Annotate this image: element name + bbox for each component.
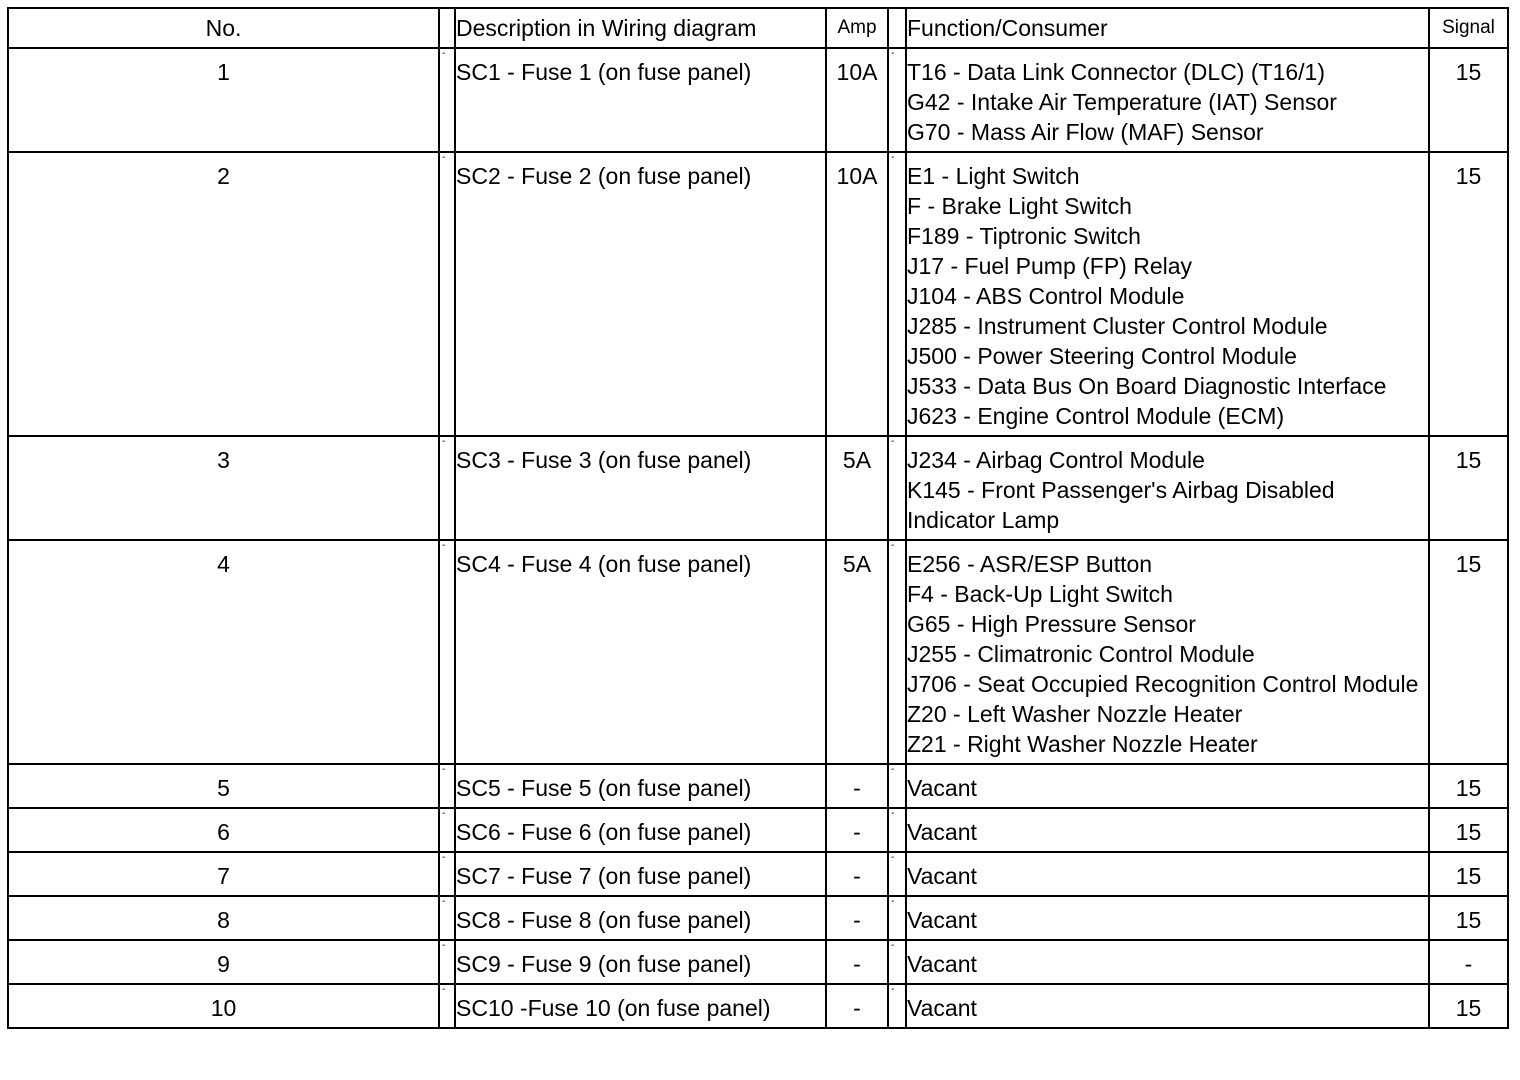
- fuse-amperage: [826, 984, 888, 1028]
- fuse-description: [455, 540, 826, 764]
- consumer-item: Vacant: [907, 819, 977, 845]
- consumer-item: J285 - Instrument Cluster Control Module: [907, 313, 1328, 339]
- fuse-number: [8, 852, 439, 896]
- row-spacer-mark: -: [888, 48, 906, 152]
- fuse-signal-text: 15: [1455, 995, 1482, 1021]
- table-row: [8, 540, 1508, 764]
- table-body: [8, 48, 1508, 1028]
- fuse-amperage: [826, 48, 888, 152]
- fuse-number: [8, 540, 439, 764]
- fuse-table: [7, 7, 1509, 1029]
- consumer-item: Z20 - Left Washer Nozzle Heater: [907, 701, 1243, 727]
- fuse-amperage-text: 10A: [836, 59, 878, 85]
- consumer-item: Vacant: [907, 863, 977, 889]
- row-spacer-mark: -: [888, 764, 906, 808]
- fuse-description-text: SC7 - Fuse 7 (on fuse panel): [456, 863, 752, 889]
- fuse-number: [8, 436, 439, 540]
- table-row: [8, 48, 1508, 152]
- fuse-amperage-text: 10A: [836, 163, 878, 189]
- header-signal: Signal: [1429, 8, 1508, 48]
- fuse-number-text: 8: [217, 907, 230, 933]
- fuse-number-text: 6: [217, 819, 230, 845]
- fuse-amperage-text: -: [853, 819, 861, 845]
- fuse-number-text: 4: [217, 551, 230, 577]
- fuse-consumers: [906, 852, 1429, 896]
- fuse-signal: [1429, 896, 1508, 940]
- fuse-number: [8, 152, 439, 436]
- fuse-consumers: [906, 808, 1429, 852]
- fuse-number-text: 5: [217, 775, 230, 801]
- fuse-signal-text: 15: [1455, 163, 1482, 189]
- fuse-amperage-text: -: [853, 907, 861, 933]
- fuse-description-text: SC10 -Fuse 10 (on fuse panel): [456, 995, 771, 1021]
- row-spacer-mark: -: [439, 436, 455, 540]
- row-spacer-mark: -: [439, 896, 455, 940]
- fuse-signal-text: 15: [1455, 775, 1482, 801]
- row-spacer-mark: -: [888, 540, 906, 764]
- row-spacer-mark: -: [888, 852, 906, 896]
- fuse-number: [8, 764, 439, 808]
- fuse-number-text: 1: [217, 59, 230, 85]
- fuse-consumers: [906, 152, 1429, 436]
- fuse-description: [455, 436, 826, 540]
- fuse-description-text: SC8 - Fuse 8 (on fuse panel): [456, 907, 752, 933]
- fuse-signal-text: 15: [1455, 863, 1482, 889]
- fuse-consumers: [906, 896, 1429, 940]
- fuse-amperage: [826, 896, 888, 940]
- row-spacer-mark: -: [888, 808, 906, 852]
- fuse-signal: [1429, 852, 1508, 896]
- consumer-item: T16 - Data Link Connector (DLC) (T16/1): [907, 59, 1325, 85]
- header-amp: Amp: [826, 8, 888, 48]
- header-row: [8, 8, 1508, 48]
- consumer-item: J623 - Engine Control Module (ECM): [907, 403, 1285, 429]
- fuse-description-text: SC3 - Fuse 3 (on fuse panel): [456, 447, 752, 473]
- fuse-amperage: [826, 540, 888, 764]
- table-row: [8, 896, 1508, 940]
- row-spacer-mark: -: [888, 152, 906, 436]
- header-description: Description in Wiring diagram: [455, 8, 826, 48]
- consumer-item: Vacant: [907, 995, 977, 1021]
- fuse-number: [8, 940, 439, 984]
- fuse-description: [455, 940, 826, 984]
- consumer-item: J500 - Power Steering Control Module: [907, 343, 1297, 369]
- table-row: [8, 152, 1508, 436]
- consumer-item: F4 - Back-Up Light Switch: [907, 581, 1173, 607]
- fuse-consumers: [906, 48, 1429, 152]
- fuse-amperage-text: -: [853, 775, 861, 801]
- fuse-signal: [1429, 152, 1508, 436]
- fuse-amperage: [826, 152, 888, 436]
- fuse-amperage-text: -: [853, 863, 861, 889]
- fuse-number: [8, 896, 439, 940]
- fuse-description-text: SC4 - Fuse 4 (on fuse panel): [456, 551, 752, 577]
- consumer-item: G65 - High Pressure Sensor: [907, 611, 1196, 637]
- row-spacer-mark: -: [439, 764, 455, 808]
- header-no: No.: [8, 8, 439, 48]
- fuse-description-text: SC2 - Fuse 2 (on fuse panel): [456, 163, 752, 189]
- table-row: [8, 984, 1508, 1028]
- row-spacer-mark: -: [888, 436, 906, 540]
- fuse-consumers: [906, 436, 1429, 540]
- fuse-number-text: 2: [217, 163, 230, 189]
- fuse-description: [455, 852, 826, 896]
- fuse-signal: [1429, 764, 1508, 808]
- row-spacer-mark: -: [439, 808, 455, 852]
- consumer-item: J255 - Climatronic Control Module: [907, 641, 1255, 667]
- fuse-amperage-text: -: [853, 995, 861, 1021]
- fuse-signal-text: 15: [1455, 447, 1482, 473]
- fuse-consumers: [906, 940, 1429, 984]
- fuse-amperage-text: 5A: [842, 551, 872, 577]
- consumer-item: Vacant: [907, 907, 977, 933]
- fuse-amperage-text: -: [853, 951, 861, 977]
- consumer-item: Vacant: [907, 775, 977, 801]
- row-spacer-mark: -: [439, 940, 455, 984]
- consumer-item: Z21 - Right Washer Nozzle Heater: [907, 731, 1258, 757]
- fuse-signal-text: 15: [1455, 819, 1482, 845]
- consumer-item: E256 - ASR/ESP Button: [907, 551, 1153, 577]
- table-row: [8, 764, 1508, 808]
- fuse-description-text: SC6 - Fuse 6 (on fuse panel): [456, 819, 752, 845]
- fuse-number-text: 7: [217, 863, 230, 889]
- fuse-amperage: [826, 940, 888, 984]
- header-function: Function/Consumer: [906, 8, 1429, 48]
- table-row: [8, 940, 1508, 984]
- consumer-item: Vacant: [907, 951, 977, 977]
- consumer-item: F189 - Tiptronic Switch: [907, 223, 1141, 249]
- fuse-description: [455, 896, 826, 940]
- fuse-description: [455, 984, 826, 1028]
- fuse-consumers: [906, 764, 1429, 808]
- row-spacer-mark: -: [439, 852, 455, 896]
- fuse-signal-text: 15: [1455, 907, 1482, 933]
- fuse-number-text: 3: [217, 447, 230, 473]
- fuse-signal-text: 15: [1455, 59, 1482, 85]
- fuse-signal-text: -: [1464, 951, 1473, 977]
- consumer-item: G42 - Intake Air Temperature (IAT) Sensor: [907, 89, 1337, 115]
- fuse-description: [455, 48, 826, 152]
- consumer-item: J104 - ABS Control Module: [907, 283, 1185, 309]
- table-row: [8, 808, 1508, 852]
- fuse-description-text: SC5 - Fuse 5 (on fuse panel): [456, 775, 752, 801]
- table-row: [8, 436, 1508, 540]
- fuse-signal: [1429, 48, 1508, 152]
- fuse-amperage: [826, 808, 888, 852]
- row-spacer-mark: -: [439, 152, 455, 436]
- fuse-amperage: [826, 764, 888, 808]
- fuse-amperage: [826, 852, 888, 896]
- fuse-amperage: [826, 436, 888, 540]
- row-spacer-mark: -: [439, 540, 455, 764]
- fuse-description: [455, 808, 826, 852]
- fuse-number: [8, 808, 439, 852]
- fuse-consumers: [906, 540, 1429, 764]
- row-spacer-mark: -: [439, 984, 455, 1028]
- fuse-signal: [1429, 540, 1508, 764]
- fuse-signal: [1429, 808, 1508, 852]
- fuse-amperage-text: 5A: [842, 447, 872, 473]
- consumer-item: G70 - Mass Air Flow (MAF) Sensor: [907, 119, 1264, 145]
- fuse-number-text: 10: [210, 995, 237, 1021]
- row-spacer-mark: -: [888, 984, 906, 1028]
- header-spacer: [888, 8, 906, 48]
- consumer-item: E1 - Light Switch: [907, 163, 1080, 189]
- row-spacer-mark: -: [888, 896, 906, 940]
- fuse-description-text: SC1 - Fuse 1 (on fuse panel): [456, 59, 752, 85]
- fuse-number: [8, 984, 439, 1028]
- fuse-consumers: [906, 984, 1429, 1028]
- consumer-item: J533 - Data Bus On Board Diagnostic Interface: [907, 373, 1387, 399]
- consumer-item: J234 - Airbag Control Module: [907, 447, 1205, 473]
- fuse-signal: [1429, 436, 1508, 540]
- fuse-signal: [1429, 984, 1508, 1028]
- fuse-number: [8, 48, 439, 152]
- row-spacer-mark: -: [439, 48, 455, 152]
- row-spacer-mark: -: [888, 940, 906, 984]
- consumer-item: J17 - Fuel Pump (FP) Relay: [907, 253, 1193, 279]
- consumer-item: K145 - Front Passenger's Airbag Disabled Indicator Lamp: [907, 477, 1335, 533]
- consumer-item: F - Brake Light Switch: [907, 193, 1132, 219]
- fuse-description: [455, 152, 826, 436]
- fuse-description: [455, 764, 826, 808]
- fuse-number-text: 9: [217, 951, 230, 977]
- fuse-signal: [1429, 940, 1508, 984]
- table-row: [8, 852, 1508, 896]
- fuse-description-text: SC9 - Fuse 9 (on fuse panel): [456, 951, 752, 977]
- consumer-item: J706 - Seat Occupied Recognition Control Module: [907, 671, 1419, 697]
- fuse-signal-text: 15: [1455, 551, 1482, 577]
- header-spacer: [439, 8, 455, 48]
